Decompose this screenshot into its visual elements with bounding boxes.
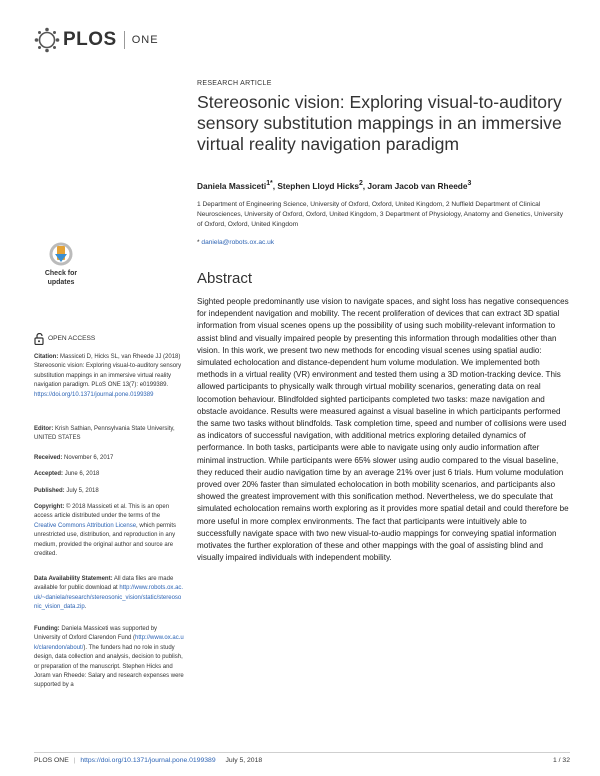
received-value: November 6, 2017: [64, 455, 114, 461]
published-date: [34, 487, 184, 496]
badge-line2: updates: [47, 279, 75, 286]
author-name[interactable]: Stephen Lloyd Hicks: [277, 180, 359, 191]
open-access-label: OPEN ACCESS: [48, 335, 96, 343]
article-title: Stereosonic vision: Exploring visual-to-auditory sensory substitution mappings in an immersive virtual reality navigation paradigm: [197, 92, 562, 154]
funding-text-end: ). The funders had no role in study design, data collection and analysis, decision to publish, or preparation of the manuscript. Stephen Hicks and Joram van Rheede: Salary and research expenses were supported by a: [34, 644, 184, 689]
availability-text-end: .: [84, 604, 87, 611]
author-name[interactable]: Daniela Massiceti: [197, 180, 267, 191]
citation-label: Citation:: [34, 354, 59, 360]
author-sup: 2: [358, 180, 363, 187]
citation-text: Massiceti D, Hicks SL, van Rheede JJ (2018) Stereosonic vision: Exploring visual-to-auditory sensory substitution mappings in an immersive virtual reality navigation paradigm. PLoS ONE 13(7): e0199389.: [34, 354, 182, 389]
author-separator: ,: [362, 180, 368, 191]
citation: [34, 353, 184, 400]
copyright: [34, 503, 184, 559]
funding-link[interactable]: http://www.ox.ac.uk/clarendon/about/: [34, 635, 184, 651]
citation-doi-link[interactable]: https://doi.org/10.1371/journal.pone.0199389: [34, 391, 154, 398]
copyright-text: © 2018 Massiceti et al. This is an open access article distributed under the terms of the: [34, 504, 170, 520]
published-label: Published:: [34, 488, 65, 494]
accepted-label: Accepted:: [34, 471, 64, 477]
page-number: 1 / 32: [552, 757, 570, 764]
footer-separator: |: [73, 757, 76, 764]
author-separator: ,: [272, 180, 278, 191]
plos-logo: [34, 26, 159, 54]
accepted-date: [34, 470, 184, 479]
funding-text: Daniela Massiceti was supported by University of Oxford Clarendon Fund (: [34, 626, 158, 642]
availability-text: All data files are made available for public download at: [34, 576, 174, 592]
license-link[interactable]: Creative Commons Attribution License: [34, 522, 137, 529]
accepted-value: June 6, 2018: [64, 471, 100, 477]
copyright-text-end: , which permits unrestricted use, distribution, and reproduction in any medium, provided the original author and source are credited.: [34, 522, 177, 558]
published-value: July 5, 2018: [66, 488, 99, 494]
editor-text: Krish Sathian, Pennsylvania State University, UNITED STATES: [34, 426, 175, 442]
logo-text: PLOS: [63, 29, 117, 50]
author-list: [197, 180, 569, 191]
availability-label: Data Availability Statement:: [34, 576, 113, 582]
affiliations: 1 Department of Engineering Science, University of Oxford, Oxford, United Kingdom, 2 Nuffield Department of Clinical Neurosciences, University of Oxford, Oxford, United Kingdom, 3 Department of Physiology, Anatomy and Genetics, University of Oxford, Oxford, United Kingdom: [197, 201, 563, 228]
email-link[interactable]: daniela@robots.ox.ac.uk: [201, 239, 275, 246]
email-marker: *: [197, 239, 200, 246]
funding-label: Funding:: [34, 626, 60, 632]
page-footer: [34, 757, 570, 764]
logo-divider: [124, 31, 125, 49]
received-date: [34, 454, 184, 463]
abstract-heading: Abstract: [197, 270, 253, 287]
footer-left: [34, 757, 262, 764]
author-name[interactable]: Joram Jacob van Rheede: [367, 180, 468, 191]
copyright-label: Copyright:: [34, 504, 65, 510]
journal-name: ONE: [131, 34, 159, 46]
footer-journal: PLOS ONE: [34, 757, 69, 764]
editor: [34, 425, 184, 444]
footer-rule: [34, 752, 570, 753]
funding: [34, 625, 184, 691]
check-for-updates-badge[interactable]: [38, 240, 84, 290]
open-access: [34, 333, 184, 345]
abstract-text: Sighted people predominantly use vision to navigate spaces, and sight loss has negative consequences for independent navigation and mobility. The recent proliferation of devices that can extract 3D spatial information from visual scenes opens up the possibility of using such mobility-relevant information to assist blind and visually impaired people by presenting this information through modalities other than vision. In this work, we present two new methods for encoding visual scenes using spatial audio: simulated echolocation and distance-dependent hum volume modulation. We implemented both methods in a virtual reality (VR) environment and tested them using a 3D motion-tracking device. This allowed participants to physically walk through virtual mobility scenarios, generating data on real locomotion behaviour. Blindfolded sighted participants completed two tasks: maze navigation and obstacle avoidance. Results were measured against a visual baseline in which participants performed the same two tasks without blindfolds. Task completion time, speed and number of collisions were used as indicators of successful navigation, with additional metrics exploring detailed dynamics of performance. In both tasks, participants were able to navigate using only audio information after minimal instruction. While participants were 65% slower using audio compared to the visual baseline, they reduced their audio navigation time by an average 21% over just 6 trials. Hum volume modulation proved over 20% faster than simulated echolocation in both mobility scenarios, and participants also showed the greatest improvement with this sonification method. Nevertheless, we do speculate that simulated echolocation remains worth exploring as it provides more spatial detail and could therefore be more useful in more complex environments. The fact that participants were intuitively able to successfully navigate space with two new visual-to-audio mappings for conveying spatial information motivates the further exploration of these and other mappings with the goal of assisting blind and visually impaired individuals with independent mobility.: [197, 297, 569, 563]
received-label: Received:: [34, 455, 63, 461]
author-sup: 3: [467, 180, 472, 187]
data-availability: [34, 575, 184, 613]
corresponding-email: [197, 239, 569, 246]
article-type: RESEARCH ARTICLE: [197, 80, 272, 87]
footer-doi-link[interactable]: https://doi.org/10.1371/journal.pone.0199389: [80, 757, 216, 764]
open-lock-icon: [34, 333, 44, 345]
badge-line1: Check for: [44, 270, 78, 277]
plos-logo-icon: [34, 27, 60, 53]
data-download-link[interactable]: http://www.robots.ox.ac.uk/~daniela/research/stereosonic_vision/static/stereosonic_vision_data.zip: [34, 585, 184, 611]
editor-label: Editor:: [34, 426, 54, 432]
footer-date: July 5, 2018: [225, 757, 263, 764]
author-sup: 1*: [266, 180, 273, 187]
